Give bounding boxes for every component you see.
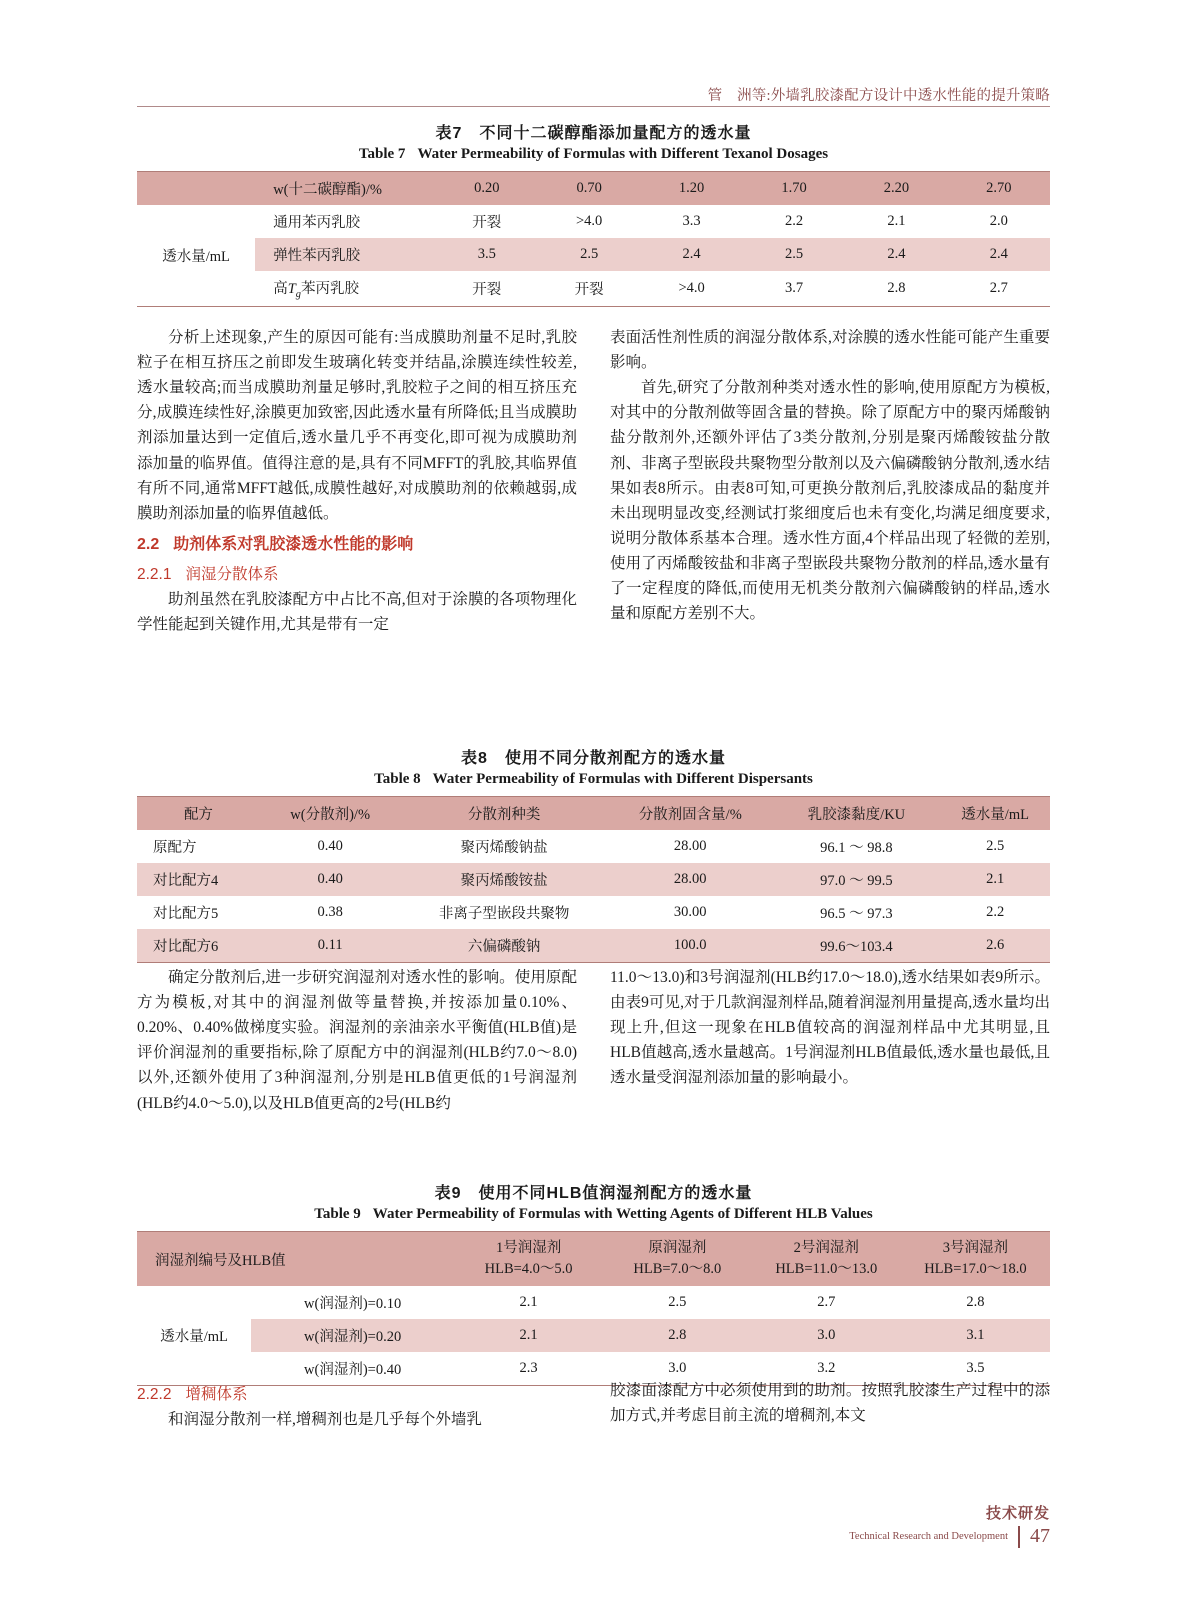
table8-cell: 100.0	[673, 937, 707, 953]
table-row	[137, 238, 1050, 271]
table-row	[137, 863, 1050, 896]
table7-header-cell: 0.70	[576, 180, 602, 196]
table8-cell: 0.11	[317, 937, 343, 953]
table9-cell: 2.1	[519, 1294, 538, 1311]
table7-caption-en-label: Table 7	[358, 146, 406, 162]
table9-block	[137, 1180, 1050, 1386]
table8-cell: 聚丙烯酸钠盐	[460, 840, 548, 856]
table9-cell: 2.3	[519, 1360, 538, 1377]
left-column-bottom	[137, 1378, 577, 1432]
table8-cell: 96.5 ～ 97.3	[820, 906, 893, 922]
section-number: 2.2.1	[137, 565, 172, 583]
table-row	[137, 271, 1050, 306]
footer-row	[849, 1525, 1050, 1548]
table7-header-cell: 2.20	[883, 180, 910, 196]
table8-caption-en-label: Table 8	[374, 771, 421, 787]
table9-caption-en-text: Water Permeability of Formulas with Wetting Agents of Different HLB Values	[372, 1206, 873, 1222]
table8-cell: 0.40	[317, 838, 343, 854]
table7-rule-bottom	[137, 306, 1050, 307]
footer-section-cn: 技术研发	[985, 1505, 1050, 1522]
paragraph: 助剂虽然在乳胶漆配方中占比不高,但对于涂膜的各项物理化学性能起到关键作用,尤其是带有一定	[137, 590, 577, 633]
paragraph: 首先,研究了分散剂种类对透水性的影响,使用原配方为模板,对其中的分散剂做等固含量的替换。除了原配方中的聚丙烯酸钠盐分散剂外,还额外评估了3类分散剂,分别是聚丙烯酸铵盐分散剂、非离子型嵌段共聚物型分散剂以及六偏磷酸钠分散剂,透水结果如表8所示。由表8可知,可更换分散剂后,乳胶漆成品的黏度并未出现明显改变,经测试打浆细度后也未有变化,均满足细度要求,说明分散体系基本合理。透水性方面,4个样品出现了轻微的差别,使用了丙烯酸铵盐和非离子型嵌段共聚物分散剂的样品,透水量有了一定程度的降低,而使用无机类分散剂六偏磷酸钠的样品,透水量和原配方差别不大。	[610, 379, 1050, 623]
right-column-mid	[610, 965, 1050, 1091]
table7-cell: 2.4	[887, 246, 906, 262]
table9-caption-cn: 表9 使用不同HLB值润湿剂配方的透水量	[434, 1185, 753, 1202]
table9-column-header	[603, 1232, 752, 1286]
table9-column-name: 3号润湿剂	[942, 1240, 1009, 1256]
section-title: 助剂体系对乳胶漆透水性能的影响	[173, 535, 414, 553]
table7-block	[137, 120, 1050, 307]
table7-caption-cn: 表7 不同十二碳醇酯添加量配方的透水量	[435, 125, 752, 142]
table8-cell: 对比配方5	[153, 906, 219, 922]
table9-caption-en	[137, 1206, 1050, 1223]
table7-cell: 2.0	[989, 213, 1008, 229]
table7-cell: 3.5	[477, 246, 496, 262]
table9-cell: 2.7	[817, 1294, 836, 1311]
section-heading-2-2	[137, 532, 577, 558]
table9-column-hlb: HLB=7.0～8.0	[633, 1261, 722, 1278]
section-title: 增稠体系	[185, 1386, 248, 1403]
table9-row-name: w(润湿剂)=0.20	[304, 1329, 402, 1346]
table9-cell: 3.0	[668, 1360, 687, 1377]
table7-cell: 2.8	[887, 279, 906, 296]
paragraph: 和润湿分散剂一样,增稠剂也是几乎每个外墙乳	[168, 1411, 482, 1429]
table9-corner-label: 润湿剂编号及HLB值	[155, 1252, 286, 1269]
footer-divider	[1018, 1526, 1020, 1548]
table8-cell: 原配方	[153, 840, 197, 856]
table8-cell: 对比配方4	[153, 873, 219, 889]
paragraph: 确定分散剂后,进一步研究润湿剂对透水性的影响。使用原配方为模板,对其中的润湿剂做等量替换,并按添加量0.10%、0.20%、0.40%做梯度实验。润湿剂的亲油亲水平衡值(HLB值)是评价润湿剂的重要指标,除了原配方中的润湿剂(HLB约7.0～8.0)以外,还额外使用了3种润湿剂,分别是HLB值更低的1号润湿剂(HLB约4.0～5.0),以及HLB值更高的2号(HLB约	[137, 969, 577, 1112]
table9-cell: 2.1	[519, 1327, 538, 1344]
table9-column-header	[901, 1232, 1050, 1286]
table8-cell: 2.1	[986, 871, 1005, 887]
table9-cell: 2.8	[966, 1294, 985, 1311]
table8-cell: 28.00	[673, 838, 707, 854]
table9-cell: 3.5	[966, 1360, 985, 1377]
table7-row-name: 通用苯丙乳胶	[273, 215, 361, 231]
table9-row-name: w(润湿剂)=0.40	[304, 1362, 402, 1379]
table9-column-hlb: HLB=17.0～18.0	[924, 1261, 1027, 1278]
table8-header-cell: 透水量/mL	[961, 807, 1029, 823]
table-row	[137, 1319, 1050, 1352]
table8-block	[137, 745, 1050, 963]
table9-cell: 3.2	[817, 1360, 836, 1377]
table7-header-cell: 1.70	[781, 180, 807, 196]
table8-caption-en-text: Water Permeability of Formulas with Different Dispersants	[432, 771, 813, 787]
table9-cell: 2.8	[668, 1327, 687, 1344]
table7-cell: 3.3	[682, 213, 701, 229]
table7-cell: 2.5	[784, 246, 804, 262]
table7-header-cell: w(十二碳醇酯)/%	[273, 182, 382, 198]
paragraph: 表面活性剂性质的润湿分散体系,对涂膜的透水性能可能产生重要影响。	[610, 329, 1050, 372]
table8-cell: 96.1 ～ 98.8	[820, 840, 893, 856]
table9-cell: 3.0	[817, 1327, 836, 1344]
table8-header-cell: 分散剂固含量/%	[638, 807, 742, 823]
table7-caption-en-text: Water Permeability of Formulas with Different Texanol Dosages	[417, 146, 829, 162]
section-number: 2.2	[137, 535, 160, 553]
left-column-mid	[137, 965, 577, 1116]
table8-cell: 30.00	[673, 904, 707, 920]
table9-row-name: w(润湿剂)=0.10	[304, 1296, 402, 1313]
table7	[137, 172, 1050, 306]
table-row	[137, 830, 1050, 863]
table8	[137, 797, 1050, 962]
table9	[137, 1232, 1050, 1385]
paragraph: 分析上述现象,产生的原因可能有:当成膜助剂量不足时,乳胶粒子在相互挤压之前即发生玻璃化转变并结晶,涂膜连续性较差,透水量较高;而当成膜助剂量足够时,乳胶粒子之间的相互挤压充分,成膜连续性好,涂膜更加致密,因此透水量有所降低;且当成膜助剂添加量达到一定值后,透水量几乎不再变化,即可视为成膜助剂添加量的临界值。值得注意的是,具有不同MFFT的乳胶,其临界值有所不同,通常MFFT越低,成膜性越好,对成膜助剂的依赖越弱,成膜助剂添加量的临界值越低。	[137, 329, 577, 522]
table8-cell: 99.6～103.4	[820, 939, 893, 955]
table7-cell: 2.4	[989, 246, 1008, 262]
paragraph: 11.0～13.0)和3号润湿剂(HLB约17.0～18.0),透水结果如表9所示。由表9可见,对于几款润湿剂样品,随着润湿剂用量提高,透水量均出现上升,但这一现象在HLB值较高的润湿剂样品中尤其明显,且HLB值越高,透水量越高。1号润湿剂HLB值最低,透水量也最低,且透水量受润湿剂添加量的影响最小。	[610, 969, 1050, 1087]
table7-header-cell: 1.20	[678, 180, 705, 196]
header-divider	[137, 106, 1050, 107]
table7-cell: 3.7	[784, 279, 804, 296]
table8-header-cell: 分散剂种类	[467, 807, 541, 823]
table7-cell: 2.5	[580, 246, 599, 262]
table9-cell: 3.1	[966, 1327, 985, 1344]
table7-cell: 2.7	[989, 279, 1008, 296]
right-column-top	[610, 325, 1050, 626]
right-column-bottom	[610, 1378, 1050, 1428]
table8-cell: 非离子型嵌段共聚物	[438, 906, 570, 922]
table7-row-label: 透水量/mL	[162, 248, 230, 265]
table8-cell: 0.38	[317, 904, 343, 920]
table8-cell: 97.0 ～ 99.5	[820, 873, 893, 889]
footer-section-en: Technical Research and Development	[849, 1531, 1008, 1542]
table9-column-hlb: HLB=11.0～13.0	[775, 1261, 878, 1278]
table9-column-header	[454, 1232, 603, 1286]
table7-corner-blank	[137, 172, 255, 205]
table7-cell: 开裂	[472, 281, 502, 298]
table8-cell: 2.5	[986, 838, 1005, 854]
table8-cell: 28.00	[673, 871, 707, 887]
paragraph: 胶漆面漆配方中必须使用到的助剂。按照乳胶漆生产过程中的添加方式,并考虑目前主流的增稠剂,本文	[610, 1382, 1050, 1425]
table9-column-name: 1号润湿剂	[495, 1240, 562, 1256]
left-column-top	[137, 325, 577, 637]
table8-cell: 2.2	[986, 904, 1005, 920]
table8-rule-bottom	[137, 962, 1050, 963]
table7-header-cell: 2.70	[986, 180, 1012, 196]
table7-caption-en	[137, 146, 1050, 163]
table8-cell: 聚丙烯酸铵盐	[460, 873, 548, 889]
table9-column-header	[752, 1232, 901, 1286]
section-title: 润湿分散体系	[185, 565, 279, 583]
table-row	[137, 929, 1050, 962]
table7-header-row	[137, 172, 1050, 205]
table9-row-label: 透水量/mL	[160, 1329, 228, 1346]
table8-caption-en	[137, 771, 1050, 788]
table7-row-name: 高$T_g$苯丙乳胶	[273, 281, 359, 300]
table7-cell: >4.0	[678, 279, 705, 296]
table8-caption-cn: 表8 使用不同分散剂配方的透水量	[461, 750, 726, 767]
table7-cell: 2.4	[682, 246, 701, 262]
table8-header-cell: 乳胶漆黏度/KU	[807, 807, 906, 823]
table9-cell: 2.5	[668, 1294, 687, 1311]
section-heading-2-2-1	[137, 562, 577, 587]
table8-cell: 2.6	[986, 937, 1005, 953]
table9-column-name: 2号润湿剂	[793, 1240, 859, 1256]
table7-cell: 开裂	[472, 215, 502, 231]
table9-header-row	[137, 1232, 1050, 1286]
table8-cell: 对比配方6	[153, 939, 219, 955]
table-row	[137, 896, 1050, 929]
table7-cell: 开裂	[574, 281, 604, 298]
table8-header-row	[137, 797, 1050, 830]
table9-column-name: 原润湿剂	[648, 1240, 707, 1256]
page-number: 47	[1030, 1525, 1050, 1547]
table7-cell: >4.0	[576, 213, 603, 229]
table8-header-cell: w(分散剂)/%	[290, 807, 371, 823]
table-row	[137, 1286, 1050, 1319]
table7-cell: 2.2	[784, 213, 804, 229]
table8-cell: 六偏磷酸钠	[467, 939, 541, 955]
table8-header-cell: 配方	[183, 807, 213, 823]
table9-column-hlb: HLB=4.0～5.0	[484, 1261, 573, 1278]
section-number: 2.2.2	[137, 1386, 172, 1403]
table9-caption-en-label: Table 9	[314, 1206, 361, 1222]
section-heading-2-2-2	[137, 1382, 577, 1407]
page-footer	[849, 1502, 1050, 1548]
table7-row-name: 弹性苯丙乳胶	[273, 248, 361, 264]
table7-cell: 2.1	[887, 213, 906, 229]
table7-header-cell: 0.20	[474, 180, 500, 196]
table8-cell: 0.40	[317, 871, 343, 887]
running-head: 管 洲等:外墙乳胶漆配方设计中透水性能的提升策略	[707, 88, 1050, 104]
table-row	[137, 205, 1050, 238]
